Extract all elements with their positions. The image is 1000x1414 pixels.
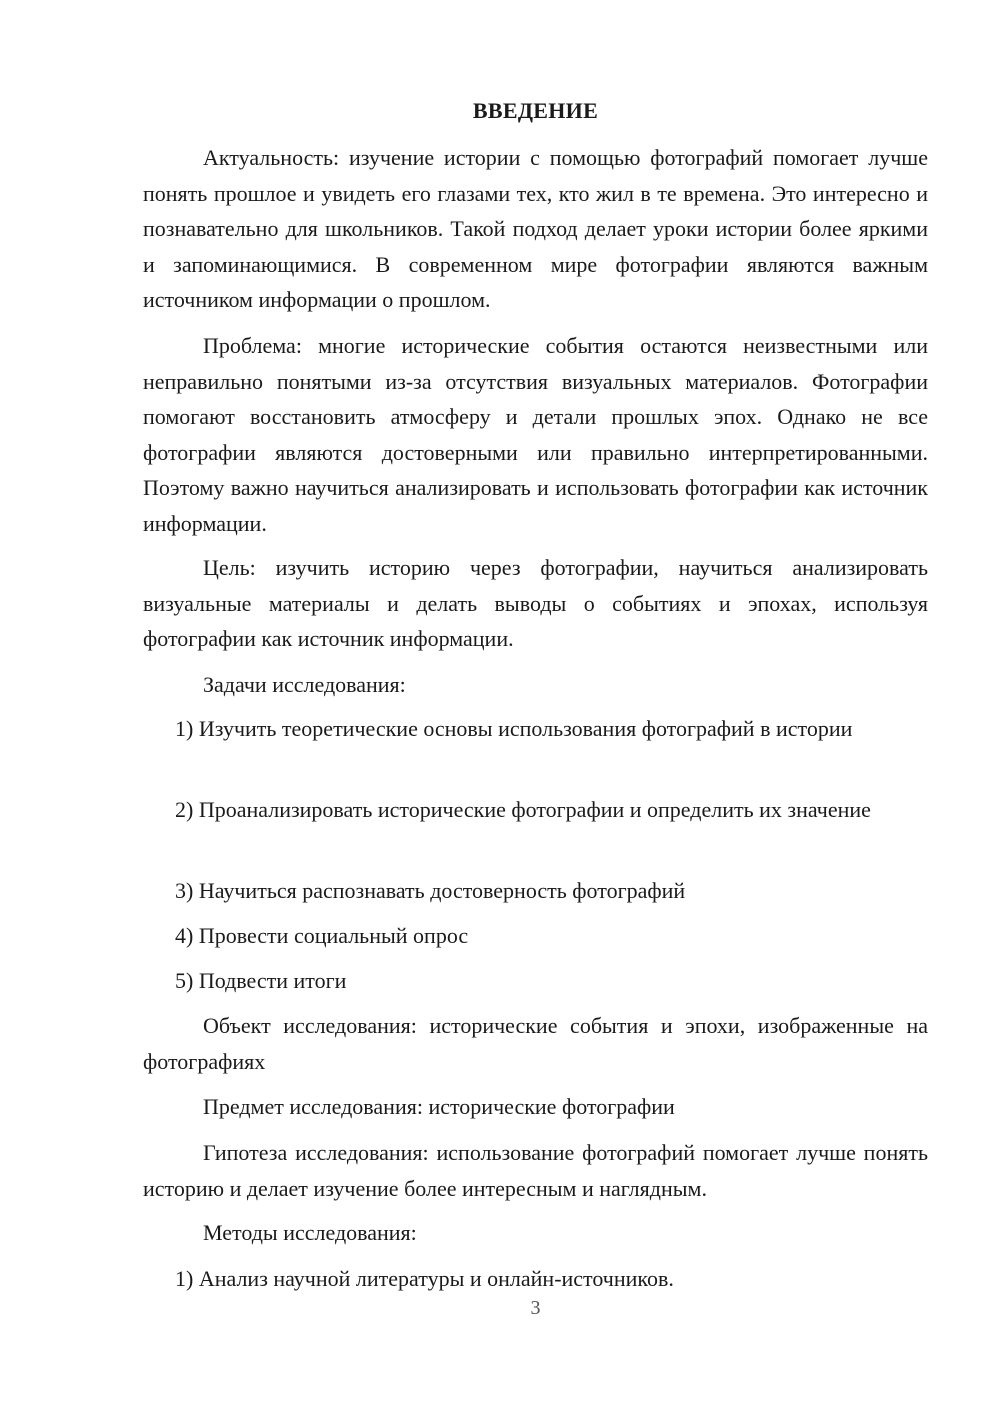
tasks-heading: Задачи исследования: [203,672,406,697]
task-item-4: 4) Провести социальный опрос [175,923,469,948]
task-item-2: 2) Проанализировать исторические фотографии и определить их значение [175,797,871,822]
hypothesis-paragraph: Гипотеза исследования: использование фотографий помогает лучше понять историю и делает изучение более интересным и наглядным. [143,1140,928,1201]
subject-paragraph: Предмет исследования: исторические фотографии [203,1094,675,1119]
task-item-5: 5) Подвести итоги [175,968,347,993]
task-item-3: 3) Научиться распознавать достоверность фотографий [175,878,686,903]
method-item-1: 1) Анализ научной литературы и онлайн-источников. [175,1266,674,1291]
methods-heading: Методы исследования: [203,1220,417,1245]
page-number: 3 [530,1297,541,1319]
goal-paragraph: Цель: изучить историю через фотографии, научиться анализировать визуальные материалы и делать выводы о событиях и эпохах, используя фотографии как источник информации. [143,555,928,651]
relevance-paragraph: Актуальность: изучение истории с помощью фотографий помогает лучше понять прошлое и увидеть его глазами тех, кто жил в те времена. Это интересно и познавательно для школьников. Такой подход делает уроки истории более яркими и запоминающимися. В современном мире фотографии являются важным источником информации о прошлом. [143,145,928,312]
problem-paragraph: Проблема: многие исторические события остаются неизвестными или неправильно понятыми из-за отсутствия визуальных материалов. Фотографии помогают восстановить атмосферу и детали прошлых эпох. Однако не все фотографии являются достоверными или правильно интерпретированными. Поэтому важно научиться анализировать и использовать фотографии как источник информации. [143,333,928,536]
task-item-1: 1) Изучить теоретические основы использования фотографий в истории [175,716,853,741]
object-paragraph: Объект исследования: исторические события и эпохи, изображенные на фотографиях [143,1013,928,1074]
section-title: ВВЕДЕНИЕ [472,98,599,123]
